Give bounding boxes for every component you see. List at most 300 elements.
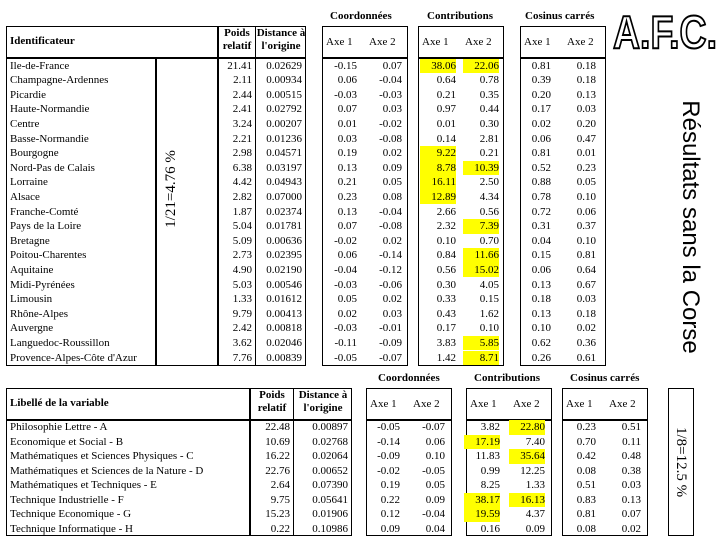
row-coord-axe1: 0.07 [337, 103, 357, 116]
row-distance: 0.00839 [266, 351, 302, 364]
row-cos-axe2: 0.18 [576, 307, 596, 320]
table-row [0, 88, 720, 103]
row-cos-axe2: 0.61 [576, 351, 596, 364]
row-name: Poitou-Charentes [10, 249, 87, 262]
row-name: Bretagne [10, 234, 50, 247]
row-coord-axe1: -0.03 [334, 88, 357, 101]
row-distance: 0.02768 [312, 435, 348, 448]
row-distance: 0.02792 [266, 103, 302, 116]
table-row [0, 219, 720, 234]
top-cos-axe1: Axe 1 [524, 36, 551, 48]
row-cos-axe2: 0.47 [576, 132, 596, 145]
row-distance: 0.00546 [266, 278, 302, 291]
row-poids: 10.69 [265, 435, 290, 448]
row-coord-axe1: -0.14 [377, 435, 400, 448]
row-cos-axe2: 0.03 [576, 103, 596, 116]
top-poids-header: Poids relatif [222, 27, 252, 52]
row-contrib-axe1: 3.83 [436, 336, 456, 349]
table-row [0, 420, 720, 435]
row-name: Auvergne [10, 322, 54, 335]
row-coord-axe2: -0.08 [379, 132, 402, 145]
table-row [0, 292, 720, 307]
row-distance: 0.00934 [266, 74, 302, 87]
row-contrib-axe1: 0.43 [436, 307, 456, 320]
row-cos-axe2: 0.10 [576, 234, 596, 247]
row-cos-axe1: 0.17 [531, 103, 551, 116]
row-cos-axe1: 0.13 [531, 307, 551, 320]
row-distance: 0.00207 [266, 117, 302, 130]
row-poids: 22.76 [265, 464, 290, 477]
row-cos-axe1: 0.26 [531, 351, 551, 364]
row-name: Rhône-Alpes [10, 307, 69, 320]
row-distance: 0.02395 [266, 249, 302, 262]
row-poids: 15.23 [265, 508, 290, 520]
side-title: Résultats sans la Corse [677, 100, 704, 354]
row-distance: 0.02064 [312, 450, 348, 462]
top-rotated-label: 1/21=4.76 % [163, 150, 179, 228]
row-cos-axe2: 0.37 [576, 220, 596, 233]
table-row [0, 146, 720, 161]
row-cos-axe2: 0.01 [576, 147, 596, 160]
row-contrib-axe1: 0.10 [436, 234, 456, 247]
row-coord-axe1: 0.06 [337, 249, 357, 262]
row-cos-axe1: 0.20 [531, 88, 551, 101]
row-cos-axe2: 0.51 [621, 421, 641, 433]
row-contrib-axe1: 38.06 [420, 59, 456, 74]
row-cos-axe2: 0.18 [576, 59, 596, 72]
table-row [0, 190, 720, 205]
row-contrib-axe1: 8.78 [420, 161, 456, 176]
row-coord-axe2: -0.01 [379, 322, 402, 335]
row-coord-axe2: 0.09 [382, 161, 402, 174]
row-cos-axe2: 0.11 [622, 435, 641, 448]
bottom-group-header-cos: Cosinus carrés [570, 372, 640, 384]
row-contrib-axe1: 0.14 [436, 132, 456, 145]
row-contrib-axe2: 0.10 [479, 322, 499, 335]
row-cos-axe1: 0.72 [531, 205, 551, 218]
row-coord-axe1: 0.03 [337, 132, 357, 145]
svg-text:A.F.C.: A.F.C. [613, 6, 717, 56]
row-cos-axe1: 0.52 [531, 161, 551, 174]
table-row [0, 175, 720, 190]
row-contrib-axe2: 22.06 [463, 59, 499, 74]
row-coord-axe1: 0.22 [380, 493, 400, 506]
table-row [0, 117, 720, 132]
row-contrib-axe1: 0.17 [436, 322, 456, 335]
top-coord-axe2: Axe 2 [369, 36, 396, 48]
table-row [0, 73, 720, 88]
row-distance: 0.00897 [312, 421, 348, 433]
row-contrib-axe2: 2.81 [479, 132, 499, 145]
row-cos-axe1: 0.06 [531, 132, 551, 145]
row-contrib-axe2: 12.25 [520, 464, 545, 477]
top-contrib-axe1: Axe 1 [422, 36, 449, 48]
row-distance: 0.05641 [312, 493, 348, 506]
row-coord-axe2: -0.04 [422, 508, 445, 520]
row-contrib-axe1: 0.16 [480, 522, 500, 535]
row-poids: 2.64 [270, 479, 290, 491]
row-contrib-axe2: 8.71 [463, 351, 499, 366]
row-contrib-axe2: 11.66 [463, 248, 499, 263]
row-contrib-axe2: 15.02 [463, 263, 499, 278]
row-poids: 2.42 [232, 322, 252, 335]
row-coord-axe2: -0.09 [379, 336, 402, 349]
row-cos-axe1: 0.39 [531, 74, 551, 87]
row-coord-axe2: 0.07 [382, 59, 402, 72]
row-contrib-axe2: 2.50 [479, 176, 499, 189]
row-coord-axe2: 0.04 [425, 522, 445, 535]
row-contrib-axe2: 0.70 [479, 234, 499, 247]
row-poids: 3.24 [232, 117, 252, 130]
row-contrib-axe2: 0.21 [479, 147, 499, 160]
row-cos-axe2: 0.38 [621, 464, 641, 477]
table-row [0, 161, 720, 176]
row-cos-axe1: 0.04 [531, 234, 551, 247]
row-coord-axe1: -0.03 [334, 322, 357, 335]
row-coord-axe1: 0.21 [337, 176, 357, 189]
row-name: Bourgogne [10, 147, 59, 160]
row-coord-axe2: -0.03 [379, 88, 402, 101]
row-coord-axe2: 0.09 [425, 493, 445, 506]
row-name: Champagne-Ardennes [10, 74, 109, 87]
row-name: Technique Economique - G [10, 508, 132, 520]
row-name: Centre [10, 117, 40, 130]
row-cos-axe2: 0.13 [621, 493, 641, 506]
row-cos-axe1: 0.51 [576, 479, 596, 491]
row-poids: 4.42 [232, 176, 252, 189]
bottom-group-header-coord: Coordonnées [378, 372, 440, 384]
bottom-coord-axe2: Axe 2 [413, 398, 440, 410]
row-cos-axe2: 0.03 [576, 293, 596, 306]
row-contrib-axe2: 0.78 [479, 74, 499, 87]
bottom-contrib-axe1: Axe 1 [470, 398, 497, 410]
row-cos-axe1: 0.70 [576, 435, 596, 448]
row-cos-axe1: 0.02 [531, 117, 551, 130]
row-poids: 1.87 [232, 205, 252, 218]
row-coord-axe2: -0.06 [379, 278, 402, 291]
row-poids: 2.73 [232, 249, 252, 262]
afc-logo [610, 2, 720, 56]
row-coord-axe2: -0.04 [379, 205, 402, 218]
row-name: Technique Informatique - H [10, 522, 133, 535]
row-contrib-axe2: 0.56 [479, 205, 499, 218]
row-contrib-axe1: 0.99 [480, 464, 500, 477]
row-name: Languedoc-Roussillon [10, 336, 110, 349]
row-cos-axe1: 0.81 [531, 147, 551, 160]
top-distance-header: Distance à l'origine [256, 27, 306, 52]
table-row [0, 351, 720, 366]
row-cos-axe2: 0.03 [621, 479, 641, 491]
table-row [0, 234, 720, 249]
row-distance: 0.01781 [266, 220, 302, 233]
row-poids: 9.75 [270, 493, 290, 506]
row-distance: 0.04571 [266, 147, 302, 160]
row-poids: 2.21 [232, 132, 252, 145]
row-distance: 0.10986 [312, 522, 348, 535]
row-cos-axe1: 0.10 [531, 322, 551, 335]
row-poids: 9.79 [232, 307, 252, 320]
row-name: Lorraine [10, 176, 48, 189]
top-coord-axe1: Axe 1 [326, 36, 353, 48]
row-coord-axe1: -0.09 [377, 450, 400, 462]
row-contrib-axe1: 19.59 [464, 507, 500, 522]
row-cos-axe2: 0.81 [576, 249, 596, 262]
table-row [0, 263, 720, 278]
row-cos-axe1: 0.08 [576, 522, 596, 535]
row-contrib-axe2: 0.09 [525, 522, 545, 535]
row-coord-axe1: 0.19 [337, 147, 357, 160]
table-row [0, 507, 720, 522]
row-poids: 6.38 [232, 161, 252, 174]
table-row [0, 205, 720, 220]
row-contrib-axe1: 0.84 [436, 249, 456, 262]
row-coord-axe1: -0.02 [377, 464, 400, 477]
row-contrib-axe1: 8.25 [480, 479, 500, 491]
row-coord-axe1: 0.02 [337, 307, 357, 320]
row-coord-axe1: -0.05 [334, 351, 357, 364]
row-coord-axe1: -0.05 [377, 421, 400, 433]
table-row [0, 278, 720, 293]
row-cos-axe1: 0.06 [531, 263, 551, 276]
row-distance: 0.07390 [312, 479, 348, 491]
row-name: Picardie [10, 88, 47, 101]
row-distance: 0.00818 [266, 322, 302, 335]
table-row [0, 132, 720, 147]
row-contrib-axe1: 0.64 [436, 74, 456, 87]
row-cos-axe1: 0.81 [531, 59, 551, 72]
row-distance: 0.02374 [266, 205, 302, 218]
row-poids: 22.48 [265, 421, 290, 433]
row-contrib-axe1: 0.33 [436, 293, 456, 306]
table-row [0, 478, 720, 493]
row-distance: 0.02629 [266, 59, 302, 72]
row-cos-axe2: 0.18 [576, 74, 596, 87]
row-distance: 0.00652 [312, 464, 348, 477]
row-coord-axe2: 0.05 [382, 176, 402, 189]
row-coord-axe2: -0.07 [379, 351, 402, 364]
row-name: Mathématiques et Techniques - E [10, 479, 157, 491]
row-name: Limousin [10, 293, 53, 306]
row-poids: 4.90 [232, 263, 252, 276]
row-name: Economique et Social - B [10, 435, 124, 448]
bottom-cos-axe2: Axe 2 [609, 398, 636, 410]
row-contrib-axe1: 11.83 [475, 450, 500, 462]
row-contrib-axe1: 3.82 [480, 421, 500, 433]
row-cos-axe2: 0.05 [576, 176, 596, 189]
row-name: Haute-Normandie [10, 103, 90, 116]
row-coord-axe1: -0.04 [334, 263, 357, 276]
row-contrib-axe1: 38.17 [464, 493, 500, 508]
row-distance: 0.00636 [266, 234, 302, 247]
table-row [0, 435, 720, 450]
row-name: Aquitaine [10, 263, 54, 276]
row-coord-axe2: -0.12 [379, 263, 402, 276]
bottom-coord-axe1: Axe 1 [370, 398, 397, 410]
bottom-cos-axe1: Axe 1 [566, 398, 593, 410]
row-contrib-axe1: 9.22 [420, 146, 456, 161]
row-poids: 5.04 [232, 220, 252, 233]
row-cos-axe2: 0.20 [576, 117, 596, 130]
row-contrib-axe2: 5.85 [463, 336, 499, 351]
row-contrib-axe2: 0.44 [479, 103, 499, 116]
row-cos-axe2: 0.06 [576, 205, 596, 218]
row-coord-axe2: 0.03 [382, 103, 402, 116]
row-coord-axe1: 0.13 [337, 205, 357, 218]
row-poids: 5.03 [232, 278, 252, 291]
row-coord-axe1: 0.12 [380, 508, 400, 520]
row-cos-axe2: 0.02 [621, 522, 641, 535]
row-cos-axe1: 0.83 [576, 493, 596, 506]
row-coord-axe1: -0.02 [334, 234, 357, 247]
row-coord-axe1: 0.05 [337, 293, 357, 306]
row-poids: 2.41 [232, 103, 252, 116]
row-coord-axe1: 0.09 [380, 522, 400, 535]
row-coord-axe1: -0.03 [334, 278, 357, 291]
row-coord-axe2: -0.05 [422, 464, 445, 477]
top-group-header-cos: Cosinus carrés [525, 10, 595, 22]
row-contrib-axe1: 16.11 [420, 175, 456, 190]
row-distance: 0.01906 [312, 508, 348, 520]
row-poids: 2.44 [232, 88, 252, 101]
row-poids: 5.09 [232, 234, 252, 247]
row-coord-axe1: -0.15 [334, 59, 357, 72]
row-contrib-axe2: 1.62 [479, 307, 499, 320]
row-cos-axe1: 0.62 [531, 336, 551, 349]
bottom-rotated-label: 1/8=12.5 % [673, 426, 689, 498]
table-row [0, 102, 720, 117]
row-cos-axe2: 0.23 [576, 161, 596, 174]
row-poids: 3.62 [232, 336, 252, 349]
row-contrib-axe2: 0.15 [479, 293, 499, 306]
row-distance: 0.00515 [266, 88, 302, 101]
row-contrib-axe1: 0.30 [436, 278, 456, 291]
row-coord-axe2: 0.10 [425, 450, 445, 462]
row-poids: 2.98 [232, 147, 252, 160]
row-poids: 21.41 [227, 59, 252, 72]
row-poids: 0.22 [270, 522, 290, 535]
table-row [0, 248, 720, 263]
bottom-label-header: Libellé de la variable [10, 397, 109, 409]
row-distance: 0.02046 [266, 336, 302, 349]
row-contrib-axe2: 35.64 [509, 449, 545, 464]
row-name: Mathématiques et Sciences Physiques - C [10, 450, 194, 462]
row-poids: 1.33 [232, 293, 252, 306]
row-contrib-axe1: 1.42 [436, 351, 456, 364]
row-cos-axe2: 0.02 [576, 322, 596, 335]
row-name: Technique Industrielle - F [10, 493, 124, 506]
row-cos-axe2: 0.10 [576, 190, 596, 203]
table-row [0, 522, 720, 537]
row-contrib-axe2: 1.33 [525, 479, 545, 491]
row-contrib-axe1: 0.97 [436, 103, 456, 116]
row-distance: 0.04943 [266, 176, 302, 189]
row-coord-axe1: 0.13 [337, 161, 357, 174]
row-contrib-axe2: 7.40 [525, 435, 545, 448]
row-cos-axe2: 0.36 [576, 336, 596, 349]
table-row [0, 307, 720, 322]
row-coord-axe2: 0.08 [382, 190, 402, 203]
row-name: Philosophie Lettre - A [10, 421, 108, 433]
row-name: Nord-Pas de Calais [10, 161, 95, 174]
row-distance: 0.07000 [266, 190, 302, 203]
row-coord-axe2: 0.03 [382, 307, 402, 320]
top-group-header-coord: Coordonnées [330, 10, 392, 22]
row-poids: 16.22 [265, 450, 290, 462]
row-name: Midi-Pyrénées [10, 278, 75, 291]
row-name: Basse-Normandie [10, 132, 89, 145]
row-contrib-axe2: 4.05 [479, 278, 499, 291]
row-distance: 0.01612 [266, 293, 302, 306]
top-group-header-contrib: Contributions [427, 10, 494, 22]
row-contrib-axe2: 22.80 [509, 420, 545, 435]
top-contrib-axe2: Axe 2 [465, 36, 492, 48]
top-cos-axe2: Axe 2 [567, 36, 594, 48]
row-contrib-axe2: 4.34 [479, 190, 499, 203]
row-coord-axe2: 0.02 [382, 234, 402, 247]
row-poids: 7.76 [232, 351, 252, 364]
row-distance: 0.02190 [266, 263, 302, 276]
row-contrib-axe1: 2.32 [436, 220, 456, 233]
row-contrib-axe1: 17.19 [464, 435, 500, 450]
row-contrib-axe2: 16.13 [509, 493, 545, 508]
table-row [0, 321, 720, 336]
row-poids: 2.11 [233, 74, 252, 87]
row-coord-axe2: -0.02 [379, 117, 402, 130]
row-name: Alsace [10, 190, 40, 203]
row-name: Franche-Comté [10, 205, 79, 218]
row-cos-axe1: 0.78 [531, 190, 551, 203]
row-name: Mathématiques et Sciences de la Nature - D [10, 464, 204, 477]
row-distance: 0.03197 [266, 161, 302, 174]
row-contrib-axe2: 0.30 [479, 117, 499, 130]
row-name: Pays de la Loire [10, 220, 82, 233]
row-contrib-axe1: 2.66 [436, 205, 456, 218]
row-cos-axe1: 0.81 [576, 508, 596, 520]
row-cos-axe1: 0.42 [576, 450, 596, 462]
row-cos-axe2: 0.07 [621, 508, 641, 520]
row-cos-axe1: 0.31 [531, 220, 551, 233]
row-contrib-axe2: 7.39 [463, 219, 499, 234]
row-cos-axe2: 0.64 [576, 263, 596, 276]
row-cos-axe1: 0.15 [531, 249, 551, 262]
row-coord-axe1: -0.11 [334, 336, 357, 349]
row-name: Provence-Alpes-Côte d'Azur [10, 351, 137, 364]
row-contrib-axe2: 10.39 [463, 161, 499, 176]
bottom-distance-header: Distance à l'origine [298, 389, 348, 414]
row-contrib-axe1: 0.21 [436, 88, 456, 101]
row-distance: 0.00413 [266, 307, 302, 320]
row-coord-axe1: 0.23 [337, 190, 357, 203]
table-row [0, 336, 720, 351]
row-cos-axe1: 0.13 [531, 278, 551, 291]
row-cos-axe1: 0.08 [576, 464, 596, 477]
table-row [0, 464, 720, 479]
row-cos-axe2: 0.48 [621, 450, 641, 462]
row-coord-axe1: 0.06 [337, 74, 357, 87]
row-coord-axe2: -0.14 [379, 249, 402, 262]
top-identifier-header: Identificateur [10, 35, 75, 47]
row-coord-axe2: -0.08 [379, 220, 402, 233]
row-cos-axe2: 0.13 [576, 88, 596, 101]
row-coord-axe1: 0.07 [337, 220, 357, 233]
row-coord-axe2: 0.02 [382, 293, 402, 306]
row-cos-axe1: 0.88 [531, 176, 551, 189]
table-row [0, 449, 720, 464]
bottom-group-header-contrib: Contributions [474, 372, 541, 384]
row-contrib-axe2: 4.37 [525, 508, 545, 520]
row-contrib-axe2: 0.35 [479, 88, 499, 101]
table-row [0, 59, 720, 74]
